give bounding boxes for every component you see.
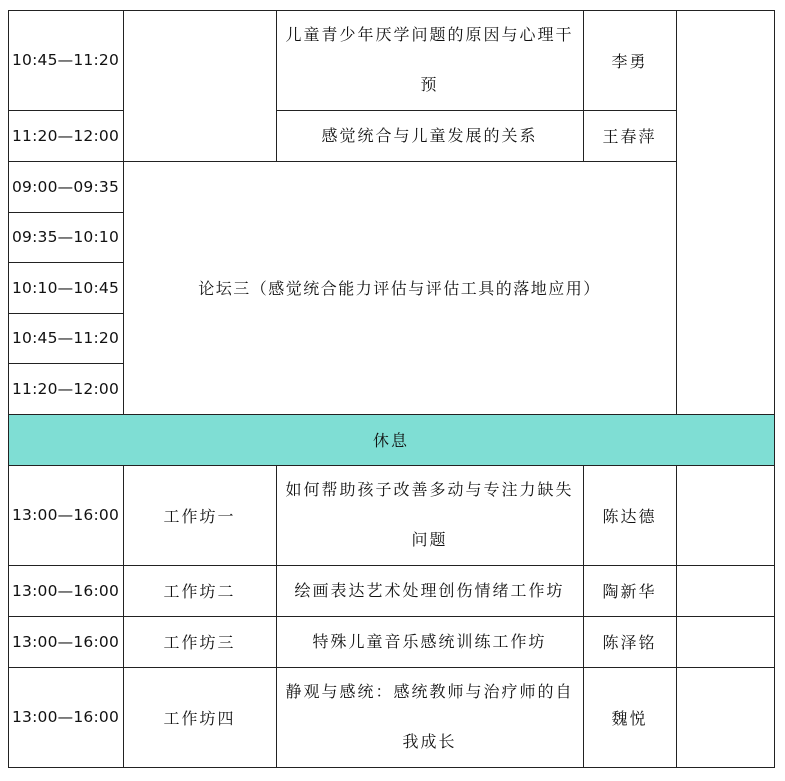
- time-cell: 11:20—12:00: [11, 126, 120, 145]
- time-cell: 10:45—11:20: [11, 329, 120, 347]
- grid-line: [8, 313, 123, 314]
- topic-cell: 如何帮助孩子改善多动与专注力缺失问题: [285, 480, 574, 549]
- speaker-cell: 李勇: [611, 51, 648, 71]
- workshop-name: 工作坊二: [163, 582, 236, 601]
- topic-cell: 绘画表达艺术处理创伤情绪工作坊: [294, 580, 565, 600]
- topic-cell: 静观与感统：感统教师与治疗师的自我成长: [285, 682, 574, 751]
- grid-line: [276, 465, 277, 768]
- grid-line: [8, 110, 123, 111]
- topic-cell: 感觉统合与儿童发展的关系: [321, 125, 538, 145]
- grid-line: [8, 161, 676, 162]
- rest-label: 休息: [372, 431, 409, 450]
- rest-row: [8, 414, 774, 465]
- grid-line: [8, 212, 123, 213]
- grid-line: [8, 414, 775, 415]
- speaker-cell: 陈泽铭: [602, 633, 657, 652]
- time-cell: 11:20—12:00: [11, 379, 120, 398]
- time-cell: 09:35—10:10: [11, 228, 120, 246]
- time-cell: 13:00—16:00: [11, 708, 120, 726]
- grid-line: [276, 110, 676, 111]
- grid-line: [774, 10, 775, 768]
- grid-line: [8, 10, 9, 768]
- grid-line: [8, 363, 123, 364]
- time-cell: 10:45—11:20: [11, 51, 120, 69]
- grid-line: [676, 10, 677, 414]
- speaker-cell: 陈达德: [602, 506, 657, 526]
- speaker-cell: 陶新华: [602, 582, 657, 601]
- time-cell: 09:00—09:35: [11, 177, 120, 196]
- grid-line: [583, 465, 584, 768]
- grid-line: [676, 465, 677, 768]
- grid-line: [276, 10, 277, 161]
- grid-line: [583, 10, 584, 161]
- grid-line: [123, 10, 124, 414]
- time-cell: 10:10—10:45: [11, 278, 120, 297]
- time-cell: 13:00—16:00: [11, 506, 120, 524]
- topic-cell: 特殊儿童音乐感统训练工作坊: [312, 631, 547, 651]
- time-cell: 13:00—16:00: [11, 581, 120, 600]
- speaker-cell: 王春萍: [602, 127, 657, 146]
- topic-cell: 儿童青少年厌学问题的原因与心理干预: [285, 25, 574, 94]
- forum-title: 论坛三（感觉统合能力评估与评估工具的落地应用）: [198, 279, 601, 298]
- workshop-name: 工作坊一: [163, 506, 236, 526]
- time-cell: 13:00—16:00: [11, 632, 120, 651]
- workshop-name: 工作坊四: [163, 708, 236, 728]
- grid-line: [123, 465, 124, 768]
- speaker-cell: 魏悦: [611, 708, 648, 728]
- grid-line: [8, 262, 123, 263]
- workshop-name: 工作坊三: [163, 633, 236, 652]
